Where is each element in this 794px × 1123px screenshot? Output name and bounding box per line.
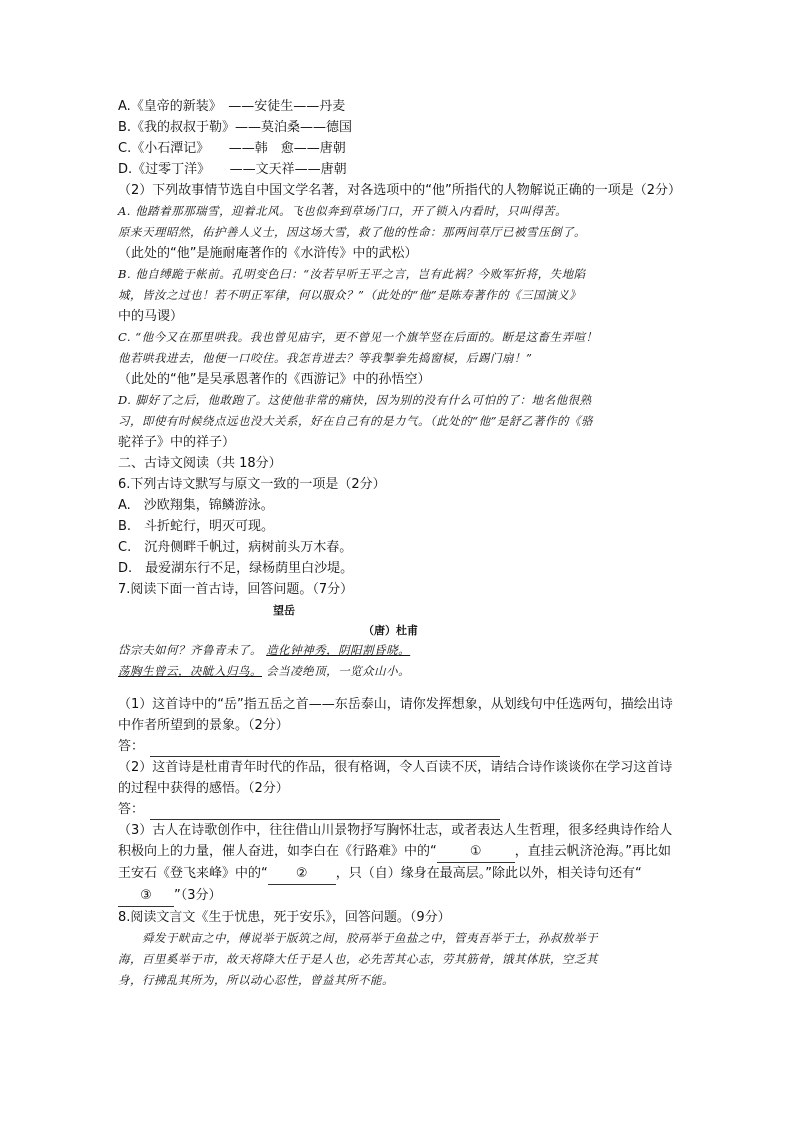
poem-block — [118, 600, 678, 684]
q5b-c-note: （此处的“他”是吴承恩著作的《西游记》中的孙悟空） — [118, 372, 431, 387]
q8-stem: 8.阅读文言文《生于忧患，死于安乐》，回答问题。（9分） — [118, 910, 451, 925]
q5b-a-text-1: A. 他踏着那那瑞雪，迎着北风。飞也似奔到草场门口，开了锁入内看时，只叫得苦。 — [118, 204, 568, 218]
q6-option-b: B. 斗折蛇行，明灭可现。 — [118, 519, 275, 534]
q6-option-d: D. 最爱湖东行不足，绿杨荫里白沙堤。 — [118, 561, 354, 576]
answer-label: 答： — [118, 739, 145, 754]
q7-sub3-part1: （3）古人在诗歌创作中，往往借山川景物抒写胸怀壮志，或者表达人生哲理，很多经典诗作给人积极向上的力量，催人奋进，如李白在《行路难》中的“ — [118, 823, 673, 859]
q5b-a-note: （此处的“他”是施耐庵著作的《水浒传》中的武松） — [118, 246, 418, 261]
option-d: D.《过零丁洋》 ——文天祥——唐朝 — [118, 162, 347, 177]
q6-option-c: C. 沉舟侧畔千帆过，病树前头万木春。 — [118, 540, 353, 555]
blank-3[interactable]: ③ — [118, 885, 174, 907]
blank-1[interactable]: ① — [437, 841, 515, 863]
poem-line-2 — [118, 661, 410, 682]
q8 — [118, 907, 678, 991]
q5b-option-d — [118, 390, 678, 453]
q5b-a-text-2: 原来天理昭然，佑护善人义士，因这场大雪，救了他的性命：那两间草厅已被雪压倒了。 — [118, 225, 586, 239]
q7-sub2: （2）这首诗是杜甫青年时代的作品，很有格调，令人百读不厌，请结合诗作谈谈你在学习这首诗的过程中获得的感悟。（2分） — [118, 760, 673, 796]
poem-title: 望岳 — [273, 604, 295, 617]
q7-stem: 7.阅读下面一首古诗，回答问题。（7分） — [118, 582, 354, 597]
q6 — [118, 474, 678, 579]
q5b-option-b — [118, 264, 678, 327]
poem-line-2a: 荡胸生曾云，决眦入归鸟。 — [118, 664, 262, 678]
option-c: C.《小石潭记》 ——韩 愈——唐朝 — [118, 141, 346, 156]
q5a-options — [118, 96, 678, 180]
q6-option-a: A. 沙欧翔集，锦鳞游泳。 — [118, 498, 274, 513]
answer-line-1[interactable] — [150, 742, 500, 757]
q7 — [118, 579, 678, 907]
q5b-c-text-2: 他若哄我进去，他便一口咬住。我怎肯进去？等我掣拳先捣窗棂，后踢门扇！” — [118, 351, 533, 365]
q6-stem: 6.下列古诗文默写与原文一致的一项是（2分） — [118, 477, 386, 492]
q5b-stem: （2）下列故事情节选自中国文学名著，对各选项中的“他”所指代的人物解说正确的一项是（2分） — [118, 183, 682, 198]
q5b-b-text-1: B. 他自缚跪于帐前。孔明变色曰：“汝若早听王平之言，岂有此祸？今败军折将，失地陷 — [118, 267, 586, 281]
q5b-b-note: 中的马谡） — [118, 309, 184, 324]
poem-author: （唐）杜甫 — [363, 624, 418, 637]
q7-sub3 — [118, 820, 678, 907]
option-b: B.《我的叔叔于勒》——莫泊桑——德国 — [118, 120, 353, 135]
q7-answer-2 — [118, 799, 678, 820]
blank-2[interactable]: ② — [268, 863, 336, 885]
q5b-d-text-1: D. 脚好了之后，他敢跑了。这使他非常的痛快，因为别的没有什么可怕的了：地名他很熟 — [118, 393, 592, 407]
q5b-d-text-2: 习，即使有时候绕点远也没大关系，好在自己有的是力气。（此处的“他”是舒乙著作的《骆 — [118, 414, 594, 428]
q7-sub3-part3: ，只（自）缘身在最高层。”除此以外，相关诗句还有“ — [335, 866, 642, 881]
poem-line-2b: 会当凌绝顶，一览众山小。 — [266, 664, 411, 678]
q5b-c-text-1: C. “他今又在那里哄我。我也曾见庙宇，更不曾见一个旗竿竖在后面的。断是这畜生弄喧！ — [118, 330, 598, 344]
q5b-option-a — [118, 201, 678, 264]
answer-label: 答： — [118, 802, 145, 817]
q5b-d-note: 驼祥子》中的祥子） — [118, 435, 236, 450]
answer-line-2[interactable] — [150, 805, 500, 820]
document-page — [118, 96, 682, 991]
section-heading: 二、古诗文阅读（共 18分） — [118, 456, 282, 471]
poem-line-1a: 岱宗夫如何？齐鲁青未了。 — [118, 643, 262, 657]
q7-sub3-part2: ，直挂云帆济沧海。”再比如王安石《登飞来峰》中的“ — [118, 844, 671, 881]
q8-para-3: 身，行拂乱其所为，所以动心忍性，曾益其所不能。 — [118, 973, 394, 987]
poem-line-1 — [118, 640, 410, 661]
q5b-option-c — [118, 327, 678, 390]
poem-line-1b: 造化钟神秀，阴阳割昏晓。 — [266, 643, 411, 657]
q8-para-1: 舜发于畎亩之中，傅说举于版筑之间，胶鬲举于鱼盐之中，管夷吾举于士，孙叔敖举于 — [142, 931, 598, 945]
q8-para-2: 海，百里奚举于市，故天将降大任于是人也，必先苦其心志，劳其筋骨，饿其体肤，空乏其 — [118, 952, 598, 966]
q7-sub3-part4: ”（3分） — [174, 888, 222, 903]
q7-sub1: （1）这首诗中的“岳”指五岳之首——东岳泰山，请你发挥想象，从划线句中任选两句，描绘出诗中作者所望到的景象。（2分） — [118, 697, 673, 733]
q5b-b-text-2: 城，皆汝之过也！若不明正军律，何以服众？”（此处的“他”是陈寿著作的《三国演义》 — [118, 288, 582, 302]
option-a: A.《皇帝的新装》 ——安徒生——丹麦 — [118, 99, 346, 114]
q7-answer-1 — [118, 736, 678, 757]
